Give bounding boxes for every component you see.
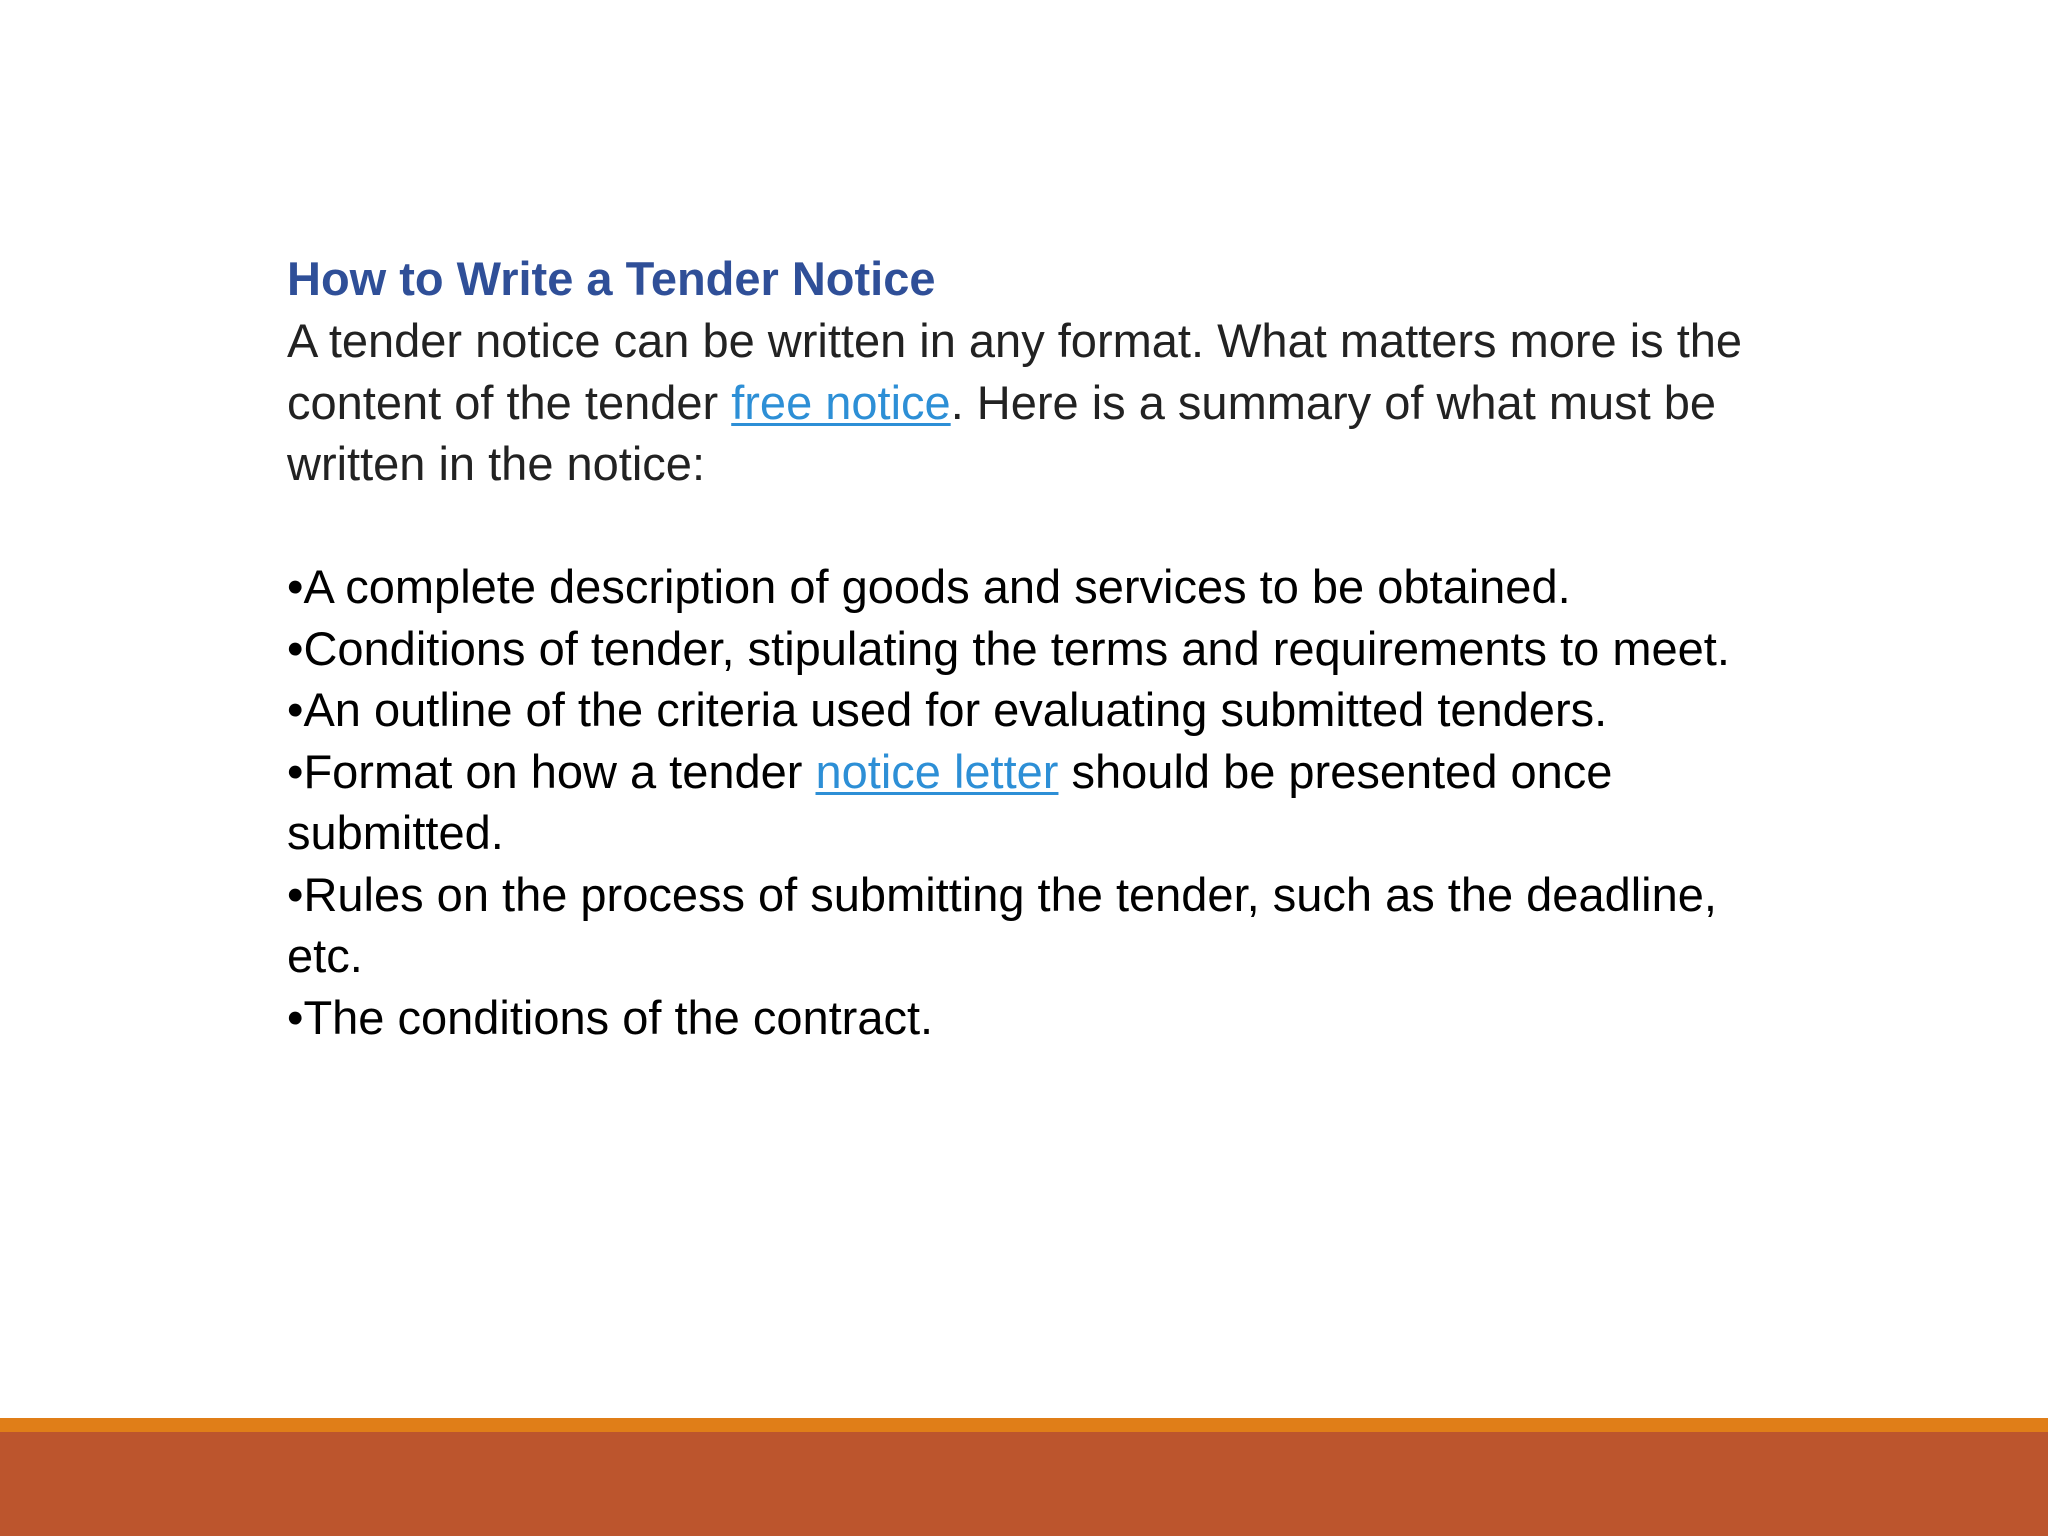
bullet-item: •The conditions of the contract.	[287, 990, 934, 1044]
footer-bar	[0, 1432, 2048, 1536]
intro-text-part1: A tender notice can be written in any format. What matters more is the content of the tender	[287, 314, 1743, 429]
bullet-item: •Conditions of tender, stipulating the terms and requirements to meet.	[287, 621, 1730, 675]
slide-content	[287, 248, 1847, 1048]
bullet-item: •Rules on the process of submitting the tender, such as the deadline, etc.	[287, 867, 1717, 982]
bullet-item: •An outline of the criteria used for evaluating submitted tenders.	[287, 683, 1608, 736]
intro-paragraph	[287, 310, 1827, 495]
bullet-text-pre: •Format on how a tender	[287, 744, 816, 798]
slide-title: How to Write a Tender Notice	[287, 252, 936, 305]
intro-text-part2: . Here is a summary of what must be written in the notice:	[287, 375, 1716, 490]
bullet-item	[287, 741, 1757, 864]
bullet-text-post: should be presented once submitted.	[287, 744, 1613, 859]
bullet-list	[287, 556, 1757, 1048]
footer-accent-stripe	[0, 1418, 2048, 1432]
paragraph-spacer	[287, 495, 1847, 557]
notice-letter-link[interactable]: notice letter	[815, 744, 1059, 798]
bullet-item: •A complete description of goods and services to be obtained.	[287, 560, 1571, 613]
free-notice-link[interactable]: free notice	[731, 375, 951, 429]
